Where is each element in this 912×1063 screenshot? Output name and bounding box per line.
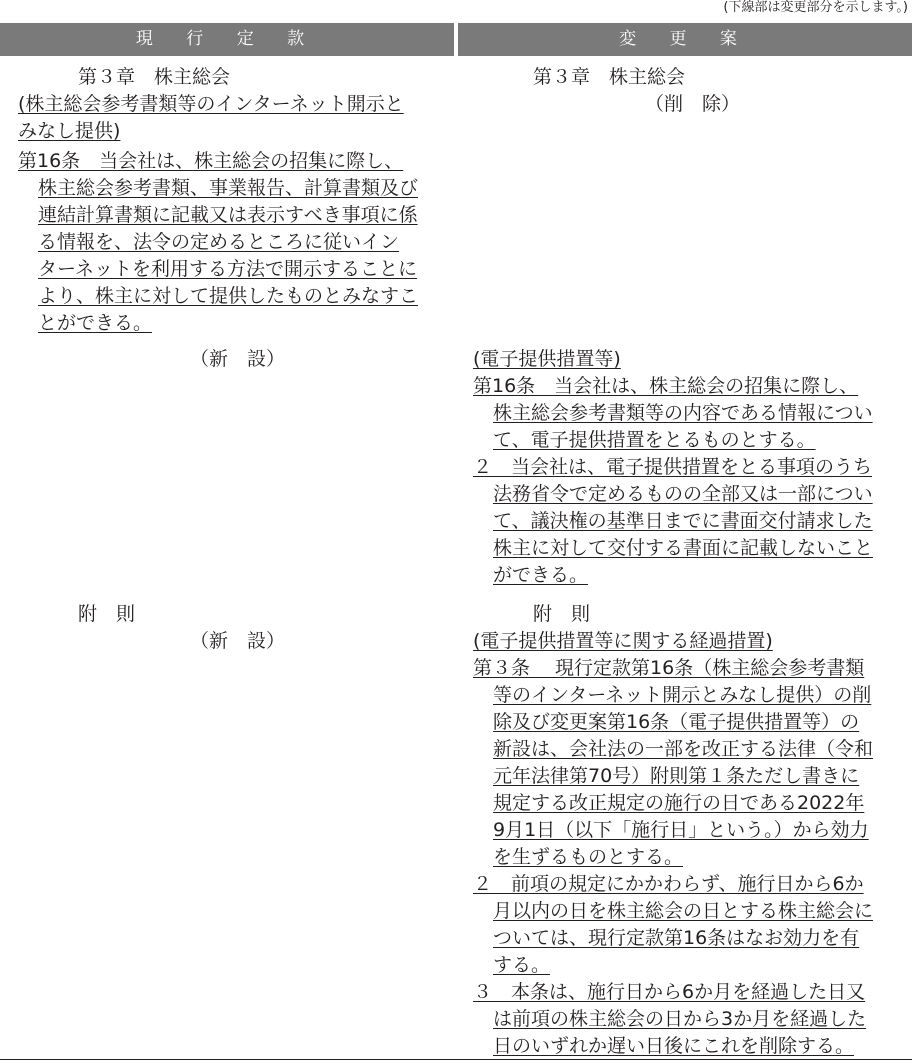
proposed-art3-line: 除及び変更案第16条（電子提供措置等）の	[493, 711, 860, 733]
proposed-art16-line: 株主総会参考書類等の内容である情報につい	[493, 402, 873, 424]
current-art16-title: みなし提供)	[18, 120, 121, 142]
proposed-art16-line: て、電子提供措置をとるものとする。	[493, 429, 816, 451]
current-art16-line: る情報を、法令の定めるところに従いイン	[38, 231, 400, 253]
proposed-art16-line: 法務省令で定めるものの全部又は一部につい	[493, 483, 873, 505]
proposed-art3-line: 規定する改正規定の施行の日である2022年	[493, 792, 865, 814]
proposed-chapter-heading: 第３章 株主総会	[533, 66, 686, 88]
proposed-art3-line: は前項の株主総会の日から3か月を経過した	[493, 1008, 867, 1030]
current-new-placeholder: （新 設）	[190, 348, 286, 370]
proposed-art3-line: 9月1日（以下「施行日」という。）から効力	[493, 819, 869, 841]
proposed-art16-line: て、議決権の基準日までに書面交付請求した	[493, 510, 873, 532]
proposed-art3-line: 等のインターネット開示とみなし提供）の削	[493, 684, 872, 706]
current-art16-line: より、株主に対して提供したものとみなすこ	[38, 285, 419, 307]
proposed-art16-line: 株主に対して交付する書面に記載しないこと	[493, 537, 874, 559]
current-art16-line: 株主総会参考書類、事業報告、計算書類及び	[38, 177, 419, 199]
current-new-placeholder: （新 設）	[190, 630, 286, 652]
proposed-art16-title: (電子提供措置等)	[473, 348, 621, 370]
table-bottom-rule	[0, 1059, 912, 1060]
proposed-art16-line: ができる。	[493, 564, 589, 586]
proposed-changes-header: 変 更 案	[458, 23, 912, 56]
proposed-art16-line: ２ 当会社は、電子提供措置をとる事項のうち	[473, 456, 873, 478]
proposed-art3-line: 第３条 現行定款第16条（株主総会参考書類	[473, 657, 865, 679]
proposed-art3-line: ２ 前項の規定にかかわらず、施行日から6か	[473, 873, 864, 895]
proposed-art3-line: 元年法律第70号）附則第１条ただし書きに	[493, 765, 860, 787]
proposed-art3-line: 新設は、会社法の一部を改正する法律（令和	[493, 738, 874, 760]
proposed-art3-line: 日のいずれか遅い日後にこれを削除する。	[493, 1035, 855, 1057]
proposed-art3-line: ３ 本条は、施行日から6か月を経過した日又	[473, 981, 866, 1003]
proposed-deleted-marker: （削 除）	[645, 93, 741, 115]
proposed-art3-line: ついては、現行定款第16条はなお効力を有	[493, 927, 860, 949]
proposed-art3-line: する。	[493, 954, 551, 976]
current-art16-title: (株主総会参考書類等のインターネット開示と	[18, 93, 404, 115]
current-art16-line: ターネットを利用する方法で開示することに	[38, 258, 418, 280]
current-art16-line: とができる。	[38, 312, 153, 334]
change-note: (下線部は変更部分を示します。)	[723, 0, 908, 15]
proposed-art16-line: 第16条 当会社は、株主総会の招集に際し、	[473, 375, 859, 397]
current-supplementary-heading: 附 則	[78, 603, 136, 625]
proposed-art3-line: 月以内の日を株主総会の日とする株主総会に	[493, 900, 874, 922]
current-chapter-heading: 第３章 株主総会	[78, 66, 231, 88]
proposed-art3-line: を生ずるものとする。	[493, 846, 684, 868]
proposed-art3-title: (電子提供措置等に関する経過措置)	[473, 630, 773, 652]
current-articles-header: 現 行 定 款	[0, 23, 454, 56]
proposed-supplementary-heading: 附 則	[533, 603, 591, 625]
current-art16-line: 連結計算書類に記載又は表示すべき事項に係	[38, 204, 418, 226]
current-art16-line: 第16条 当会社は、株主総会の招集に際し、	[18, 150, 404, 172]
